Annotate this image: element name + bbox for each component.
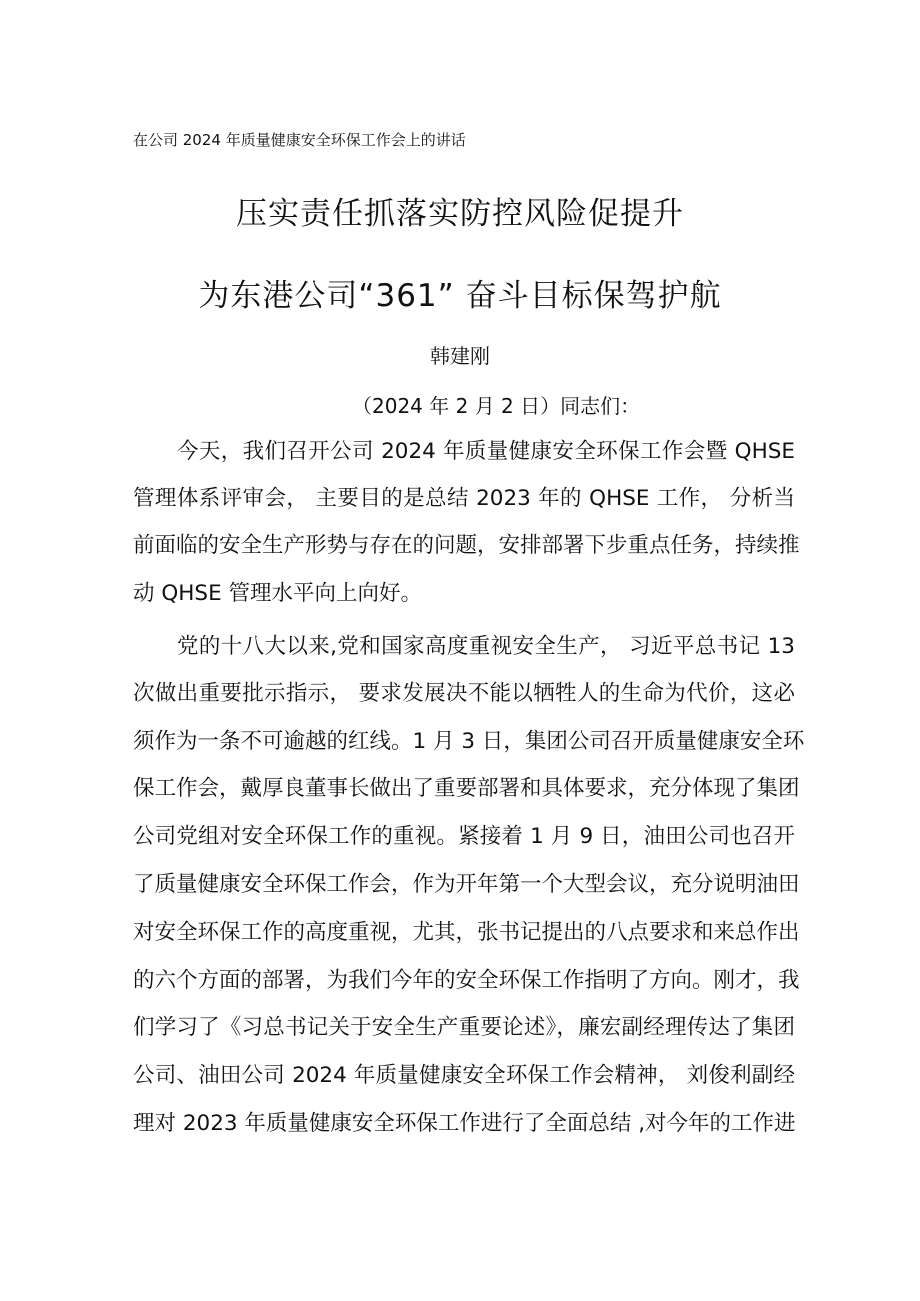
paragraph-1-line-1: 今天，我们召开公司 2024 年质量健康安全环保工作会暨 QHSE (177, 439, 795, 464)
paragraph-2-line-9: 们学习了《习总书记关于安全生产重要论述》，廉宏副经理传达了集团 (133, 1015, 795, 1040)
paragraph-2-line-5: 公司党组对安全环保工作的重视。紧接着 1 月 9 日，油田公司也召开 (133, 824, 795, 849)
paragraph-2-line-8: 的六个方面的部署，为我们今年的安全环保工作指明了方向。刚才，我 (133, 968, 800, 993)
paragraph-2-line-1: 党的十八大以来,党和国家高度重视安全生产， 习近平总书记 13 (177, 634, 795, 659)
paragraph-2-line-7: 对安全环保工作的高度重视，尤其，张书记提出的八点要求和来总作出 (133, 920, 800, 945)
paragraph-2-line-6: 了质量健康安全环保工作会，作为开年第一个大型会议，充分说明油田 (133, 872, 800, 897)
paragraph-1-line-3: 前面临的安全生产形势与存在的问题，安排部署下步重点任务，持续推 (133, 533, 800, 558)
paragraph-2-line-10: 公司、油田公司 2024 年质量健康安全环保工作会精神， 刘俊利副经 (133, 1063, 795, 1088)
paragraph-2-line-4: 保工作会，戴厚良董事长做出了重要部署和具体要求，充分体现了集团 (133, 776, 800, 801)
document-title-line-2: 为东港公司“361” 奋斗目标保驾护航 (198, 278, 722, 314)
author-name: 韩建刚 (430, 344, 490, 368)
paragraph-1-line-4: 动 QHSE 管理水平向上向好。 (133, 581, 422, 606)
paragraph-2-line-11: 理对 2023 年质量健康安全环保工作进行了全面总结 ,对今年的工作进 (133, 1111, 796, 1136)
paragraph-1-line-2: 管理体系评审会， 主要目的是总结 2023 年的 QHSE 工作， 分析当 (133, 486, 795, 511)
paragraph-2-line-2: 次做出重要批示指示， 要求发展决不能以牺牲人的生命为代价，这必 (133, 681, 795, 706)
document-title-line-1: 压实责任抓落实防控风险促提升 (236, 196, 684, 232)
date-and-salutation: （2024 年 2 月 2 日）同志们： (352, 394, 641, 418)
speech-occasion-note: 在公司 2024 年质量健康安全环保工作会上的讲话 (133, 131, 466, 149)
paragraph-2-line-3: 须作为一条不可逾越的红线。1 月 3 日，集团公司召开质量健康安全环 (133, 729, 805, 754)
